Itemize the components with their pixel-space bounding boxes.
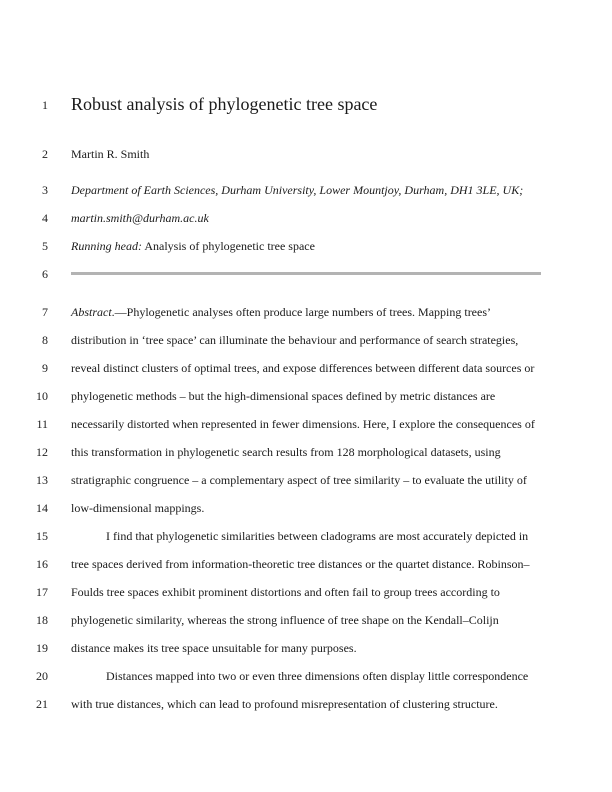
line-number: 14 xyxy=(36,501,48,515)
affiliation: Department of Earth Sciences, Durham University, Lower Mountjoy, Durham, DH1 3LE, UK; xyxy=(71,183,524,197)
line-number: 12 xyxy=(36,445,48,459)
line-number: 7 xyxy=(42,305,48,319)
line-number: 8 xyxy=(42,333,48,347)
section-divider xyxy=(71,272,541,275)
line-number: 4 xyxy=(42,211,48,225)
line-number: 18 xyxy=(36,613,48,627)
paragraph-line: with true distances, which can lead to profound misrepresentation of clustering structure. xyxy=(71,697,498,711)
paragraph-line: Foulds tree spaces exhibit prominent distortions and often fail to group trees according to xyxy=(71,585,500,599)
line-number: 11 xyxy=(36,417,48,431)
running-head-label: Running head: xyxy=(71,239,142,253)
abstract-line: reveal distinct clusters of optimal trees, and expose differences between different data sources or xyxy=(71,361,535,375)
line-number: 13 xyxy=(36,473,48,487)
line-number: 15 xyxy=(36,529,48,543)
line-number: 3 xyxy=(42,183,48,197)
abstract-line-text: .—Phylogenetic analyses often produce large numbers of trees. Mapping trees’ xyxy=(111,305,492,319)
paper-title: Robust analysis of phylogenetic tree space xyxy=(71,94,378,114)
abstract-line: this transformation in phylogenetic search results from 128 morphological datasets, using xyxy=(71,445,501,459)
line-number: 19 xyxy=(36,641,48,655)
abstract-line: low-dimensional mappings. xyxy=(71,501,205,515)
line-number: 16 xyxy=(36,557,48,571)
paragraph-line: Distances mapped into two or even three dimensions often display little correspondence xyxy=(106,669,529,683)
abstract-line xyxy=(71,305,552,320)
line-number: 9 xyxy=(42,361,48,375)
line-number: 5 xyxy=(42,239,48,253)
line-number: 2 xyxy=(42,147,48,161)
abstract-line: phylogenetic methods – but the high-dimensional spaces defined by metric distances are xyxy=(71,389,496,403)
abstract-line: distribution in ‘tree space’ can illuminate the behaviour and performance of search strategies, xyxy=(71,333,519,347)
line-number: 10 xyxy=(36,389,48,403)
line-number: 17 xyxy=(36,585,48,599)
line-number: 6 xyxy=(42,267,48,281)
author-name: Martin R. Smith xyxy=(71,147,150,161)
paragraph-line: phylogenetic similarity, whereas the strong influence of tree shape on the Kendall–Colijn xyxy=(71,613,499,627)
line-number: 1 xyxy=(42,98,48,112)
running-head xyxy=(71,239,552,254)
line-number: 21 xyxy=(36,697,48,711)
paragraph-line: tree spaces derived from information-theoretic tree distances or the quartet distance. Robinson– xyxy=(71,557,530,571)
author-email: martin.smith@durham.ac.uk xyxy=(71,211,209,225)
line-number: 20 xyxy=(36,669,48,683)
abstract-line: necessarily distorted when represented in fewer dimensions. Here, I explore the consequences of xyxy=(71,417,535,431)
paragraph-line: distance makes its tree space unsuitable for many purposes. xyxy=(71,641,357,655)
abstract-label: Abstract xyxy=(71,305,112,319)
paragraph-line: I find that phylogenetic similarities between cladograms are most accurately depicted in xyxy=(106,529,529,543)
running-head-text: Analysis of phylogenetic tree space xyxy=(144,239,315,253)
abstract-line: stratigraphic congruence – a complementary aspect of tree similarity – to evaluate the utility of xyxy=(71,473,527,487)
